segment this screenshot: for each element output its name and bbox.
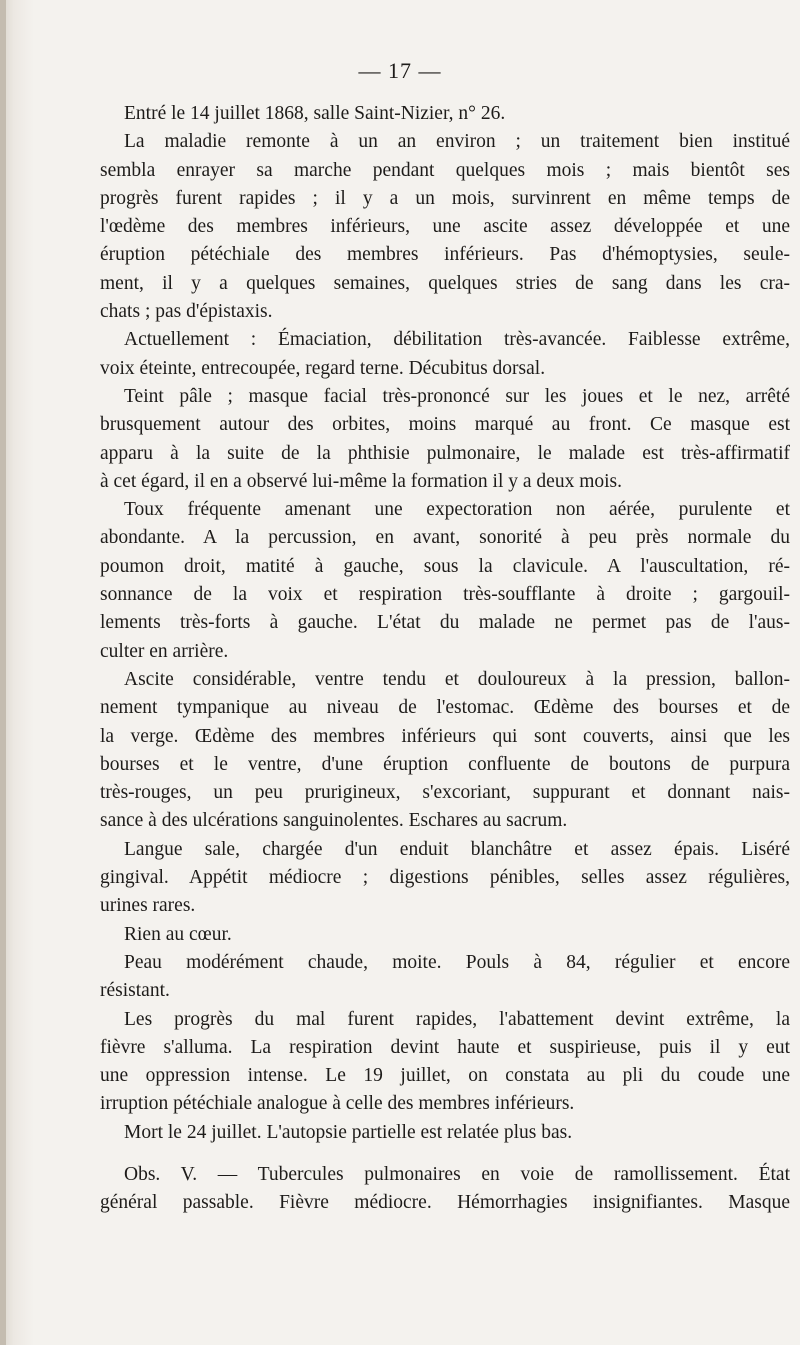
- text-line: fièvre s'alluma. La respiration devint haute et suspirieuse, puis il y eut: [100, 1036, 790, 1058]
- text-line: ment, il y a quelques semaines, quelques stries de sang dans les cra-: [100, 272, 790, 294]
- text-line: progrès furent rapides ; il y a un mois, survinrent en même temps de: [100, 187, 790, 209]
- text-line: sance à des ulcérations sanguinolentes. Eschares au sacrum.: [100, 810, 568, 832]
- text-line: Rien au cœur.: [124, 923, 232, 945]
- text-line: très-rouges, un peu prurigineux, s'excoriant, suppurant et donnant nais-: [100, 782, 790, 804]
- text-line: Peau modérément chaude, moite. Pouls à 84, régulier et encore: [124, 951, 790, 973]
- text-line: culter en arrière.: [100, 640, 229, 662]
- text-line: gingival. Appétit médiocre ; digestions pénibles, selles assez régulières,: [100, 867, 790, 889]
- page-number: — 17 —: [358, 58, 442, 83]
- text-line: résistant.: [100, 980, 170, 1002]
- text-line: La maladie remonte à un an environ ; un traitement bien institué: [124, 131, 790, 153]
- text-line: Obs. V. — Tubercules pulmonaires en voie de ramollissement. État: [124, 1163, 790, 1185]
- text-line: Actuellement : Émaciation, débilitation très-avancée. Faiblesse extrême,: [124, 329, 790, 351]
- text-line: voix éteinte, entrecoupée, regard terne. Décubitus dorsal.: [100, 357, 546, 379]
- text-line: Toux fréquente amenant une expectoration non aérée, purulente et: [124, 499, 790, 521]
- text-line: sembla enrayer sa marche pendant quelques mois ; mais bientôt ses: [100, 159, 790, 181]
- text-line: Entré le 14 juillet 1868, salle Saint-Nizier, n° 26.: [124, 103, 506, 124]
- text-line: bourses et le ventre, d'une éruption confluente de boutons de purpura: [100, 753, 790, 775]
- page-binding-edge: [0, 0, 34, 1345]
- text-line: la verge. Œdème des membres inférieurs qui sont couverts, ainsi que les: [100, 725, 790, 747]
- text-line: une oppression intense. Le 19 juillet, on constata au pli du coude une: [100, 1065, 790, 1087]
- text-line: apparu à la suite de la phthisie pulmonaire, le malade est très-affirmatif: [100, 442, 790, 464]
- text-line: abondante. A la percussion, en avant, sonorité à peu près normale du: [100, 527, 790, 549]
- text-line: nement tympanique au niveau de l'estomac. Œdème des bourses et de: [100, 697, 790, 719]
- text-line: sonnance de la voix et respiration très-soufflante à droite ; gargouil-: [100, 584, 790, 606]
- body-text: [100, 100, 790, 1218]
- text-line: éruption pétéchiale des membres inférieurs. Pas d'hémoptysies, seule-: [100, 244, 790, 266]
- text-line: lements très-forts à gauche. L'état du malade ne permet pas de l'aus-: [100, 612, 790, 634]
- text-line: Teint pâle ; masque facial très-prononcé sur les joues et le nez, arrêté: [124, 385, 790, 407]
- text-line: Mort le 24 juillet. L'autopsie partielle est relatée plus bas.: [124, 1121, 573, 1143]
- text-line: à cet égard, il en a observé lui-même la formation il y a deux mois.: [100, 470, 622, 492]
- text-line: chats ; pas d'épistaxis.: [100, 301, 273, 323]
- text-line: irruption pétéchiale analogue à celle des membres inférieurs.: [100, 1093, 575, 1115]
- text-line: urines rares.: [100, 895, 196, 917]
- text-line: Langue sale, chargée d'un enduit blanchâtre et assez épais. Liséré: [124, 838, 790, 860]
- text-line: Ascite considérable, ventre tendu et douloureux à la pression, ballon-: [124, 668, 790, 690]
- paragraph-gap: [100, 1147, 790, 1161]
- text-line: Les progrès du mal furent rapides, l'abattement devint extrême, la: [124, 1008, 790, 1030]
- text-line: l'œdème des membres inférieurs, une ascite assez développée et une: [100, 216, 790, 238]
- text-line: poumon droit, matité à gauche, sous la clavicule. A l'auscultation, ré-: [100, 555, 790, 577]
- text-line: général passable. Fièvre médiocre. Hémorrhagies insignifiantes. Masque: [100, 1192, 790, 1214]
- text-line: brusquement autour des orbites, moins marqué au front. Ce masque est: [100, 414, 790, 436]
